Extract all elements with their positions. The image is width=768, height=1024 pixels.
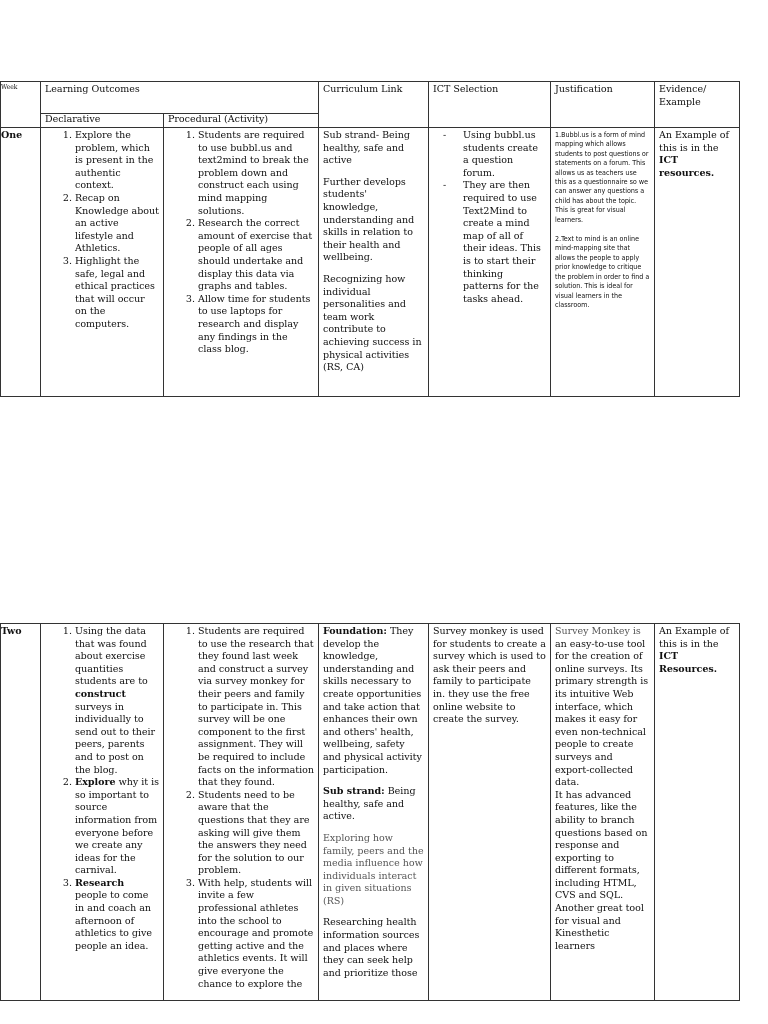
procedural-cell <box>164 624 319 1001</box>
declarative-cell <box>41 624 164 1001</box>
declarative-item: 3. Highlight the safe, legal and ethical practices that will occur on the computers. <box>75 256 159 332</box>
procedural-item: 1. Students are required to use bubbl.us and text2mind to break the problem down and construct each using mind mapping solutions. <box>198 130 314 218</box>
justification-para: 1.Bubbl.us is a form of mind mapping which allows students to post questions or statements on a forum. This allows us as teachers use this as a questionnaire so we can answer any questions a child has about the topic. This is great for visual learners. <box>555 130 649 224</box>
curriculum-para: Sub strand- Being healthy, safe and active <box>323 130 410 167</box>
procedural-item: 2. Research the correct amount of exercise that people of all ages should undertake and display this data via graphs and tables. <box>198 218 314 294</box>
justification-para: 2.Text to mind is an online mind-mapping site that allows the people to apply prior knowledge to critique the problem in order to find a solution. This is ideal for visual learners in the classroom. <box>555 234 650 309</box>
evidence-header: Evidence/ Example <box>655 82 740 128</box>
justification-para: It has advanced features, like the ability to branch questions based on response and exporting to different formats, including HTML, CVS and SQL. <box>555 789 648 902</box>
curriculum-para: Recognizing how individual personalities and team work contribute to achieving success in physical activities (RS, CA) <box>323 273 422 374</box>
evidence-cell <box>655 624 740 1001</box>
lesson-plan-table-week-two <box>0 623 740 1001</box>
procedural-item: 2. Students need to be aware that the questions that they are asking will give them the answers they need for the solution to our problem. <box>198 790 314 878</box>
declarative-header: Declarative <box>41 114 164 128</box>
evidence-cell <box>655 128 740 397</box>
justification-para: Another great tool for visual and Kinesthetic learners <box>555 903 644 952</box>
curriculum-para: Foundation: They develop the knowledge, understanding and skills necessary to create opportunities and take action that enhances their own and others' health, wellbeing, safety and physical activity participation. <box>323 626 422 776</box>
declarative-item: 3. Research people to come in and coach an afternoon of athletics to give people an idea. <box>75 878 159 954</box>
ict-item: - Using bubbl.us students create a question forum. <box>463 130 546 180</box>
lesson-plan-table-week-one <box>0 81 740 397</box>
procedural-header: Procedural (Activity) <box>164 114 319 128</box>
declarative-item: 1. Using the data that was found about exercise quantities students are to construct surveys in individually to send out to their peers, parents and to post on the blog. <box>75 626 159 777</box>
curriculum-para: Researching health information sources and places where they can seek help and prioritize those <box>323 917 420 979</box>
procedural-item: 3. Allow time for students to use laptops for research and display any findings in the class blog. <box>198 294 314 357</box>
week-header: Week <box>1 82 41 128</box>
ict-item: - They are then required to use Text2Mind to create a mind map of all of their ideas. This is to start their thinking patterns for the tasks ahead. <box>463 180 546 306</box>
procedural-item: 3. With help, students will invite a few professional athletes into the school to encourage and promote getting active and the athletics events. It will give everyone the chance to explore the <box>198 878 314 991</box>
curriculum-para: Exploring how family, peers and the media influence how individuals interact in given situations (RS) <box>323 832 424 907</box>
curriculum-para: Sub strand: Being healthy, safe and active. <box>323 786 416 823</box>
justification-header: Justification <box>551 82 655 128</box>
declarative-item: 2. Recap on Knowledge about an active lifestyle and Athletics. <box>75 193 159 256</box>
declarative-item: 1. Explore the problem, which is present in the authentic context. <box>75 130 159 193</box>
procedural-cell <box>164 128 319 397</box>
evidence-link-text: ICT resources. <box>659 155 715 179</box>
procedural-item: 1. Students are required to use the research that they found last week and construct a survey via survey monkey for their peers and family to participate in. This survey will be one component to the first assignment. They will be required to include facts on the information that they found. <box>198 626 314 790</box>
week-label: Two <box>1 624 41 1001</box>
ict-cell <box>429 128 551 397</box>
evidence-link-text: ICT Resources. <box>659 651 718 675</box>
curriculum-cell <box>319 624 429 1001</box>
curriculum-cell <box>319 128 429 397</box>
justification-cell <box>551 128 655 397</box>
declarative-cell <box>41 128 164 397</box>
declarative-item: 2. Explore why it is so important to source information from everyone before we create any ideas for the carnival. <box>75 777 159 878</box>
curriculum-para: Further develops students' knowledge, understanding and skills in relation to their health and wellbeing. <box>323 176 415 264</box>
week-label: One <box>1 128 41 397</box>
ict-selection-header: ICT Selection <box>429 82 551 128</box>
evidence-text: An Example of this is in the <box>659 626 729 650</box>
curriculum-link-header: Curriculum Link <box>319 82 429 128</box>
justification-para: Survey Monkey is an easy-to-use tool for the creation of online surveys. Its primary strength is its intuitive Web interface, which makes it easy for even non-technical people to create surveys and export-collected data. <box>555 626 649 789</box>
learning-outcomes-header: Learning Outcomes <box>41 82 319 114</box>
ict-cell: Survey monkey is used for students to create a survey which is used to ask their peers and family to participate in. they use the free online website to create the survey. <box>429 624 551 1001</box>
evidence-text: An Example of this is in the <box>659 130 729 154</box>
justification-cell <box>551 624 655 1001</box>
